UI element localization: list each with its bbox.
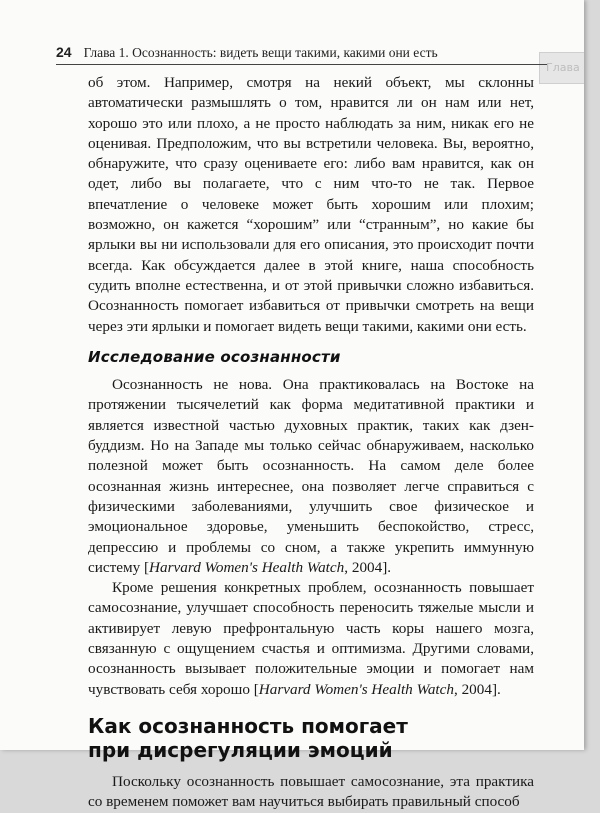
next-page-tab: Глава xyxy=(539,52,584,84)
citation-source: Harvard Women's Health Watch xyxy=(258,680,454,698)
paragraph-2-text: Осознанность не нова. Она практиковалась на Востоке на протяжении тысячелетий как форма медитативной практики и является известной частью духовных практик, таких как дзен-буддизм. Но на Западе мы только сейчас обнаруживаем, насколько полезной может быть осознанность. На самом деле более осознанная жизнь интереснее, она позволяет легче справиться с физическими заболеваниями, улучшить свое физическое и эмоциональное здоровье, уменьшить беспокойство, стресс, депрессию и проблемы со сном, а также укрепить иммунную систему [ xyxy=(88,376,534,576)
paragraph-3 xyxy=(88,578,534,700)
citation-year: , 2004]. xyxy=(453,680,501,698)
citation-year: , 2004]. xyxy=(344,558,392,576)
paragraph-3-text: Кроме решения конкретных проблем, осознанность повышает самосознание, улучшает способность переносить тяжелые мысли и активирует левую префронтальную часть коры нашего мозга, связанную с ощущением счастья и оптимизма. Другими словами, осознанность вызывает положительные эмоции и помогает нам чувствовать себя хорошо [ xyxy=(88,579,534,698)
subheading-research: Исследование осознанности xyxy=(88,347,341,366)
section-heading-line-2: при дисрегуляции эмоций xyxy=(88,737,393,762)
running-header xyxy=(56,44,546,61)
running-title: Глава 1. Осознанность: видеть вещи такими, какими они есть xyxy=(83,45,438,60)
paragraph-2 xyxy=(88,375,534,578)
header-rule xyxy=(56,64,547,65)
paragraph-4: Поскольку осознанность повышает самосознание, эта практика со временем поможет вам научиться выбирать правильный способ xyxy=(88,772,534,811)
citation-source: Harvard Women's Health Watch xyxy=(149,558,345,576)
section-heading xyxy=(88,714,534,762)
paragraph-1: об этом. Например, смотря на некий объект, мы склонны автоматически размышлять о том, нравится ли он нам или нет, хорошо это или плохо, а не просто наблюдать за ним, никак его не оценивая. Предположим, что вы встретили человека. Вы, вероятно, обнаружите, что сразу оцениваете его: либо вам нравится, как он одет, либо вы полагаете, что с ним что-то не так. Первое впечатление о человеке может быть хорошим или плохим; возможно, он кажется “хорошим” или “странным”, но какие бы ярлыки вы ни использовали для его описания, это происходит почти всегда. Как обсуждается далее в этой книге, наша способность судить вполне естественна, и от этой привычки сложно избавиться. Осознанность помогает избавиться от привычки смотреть на вещи через эти ярлыки и помогает видеть вещи такими, какими они есть. xyxy=(88,74,534,335)
page-content xyxy=(88,73,534,813)
page-number: 24 xyxy=(56,44,72,60)
section-heading-line-1: Как осознанность помогает xyxy=(88,713,408,738)
